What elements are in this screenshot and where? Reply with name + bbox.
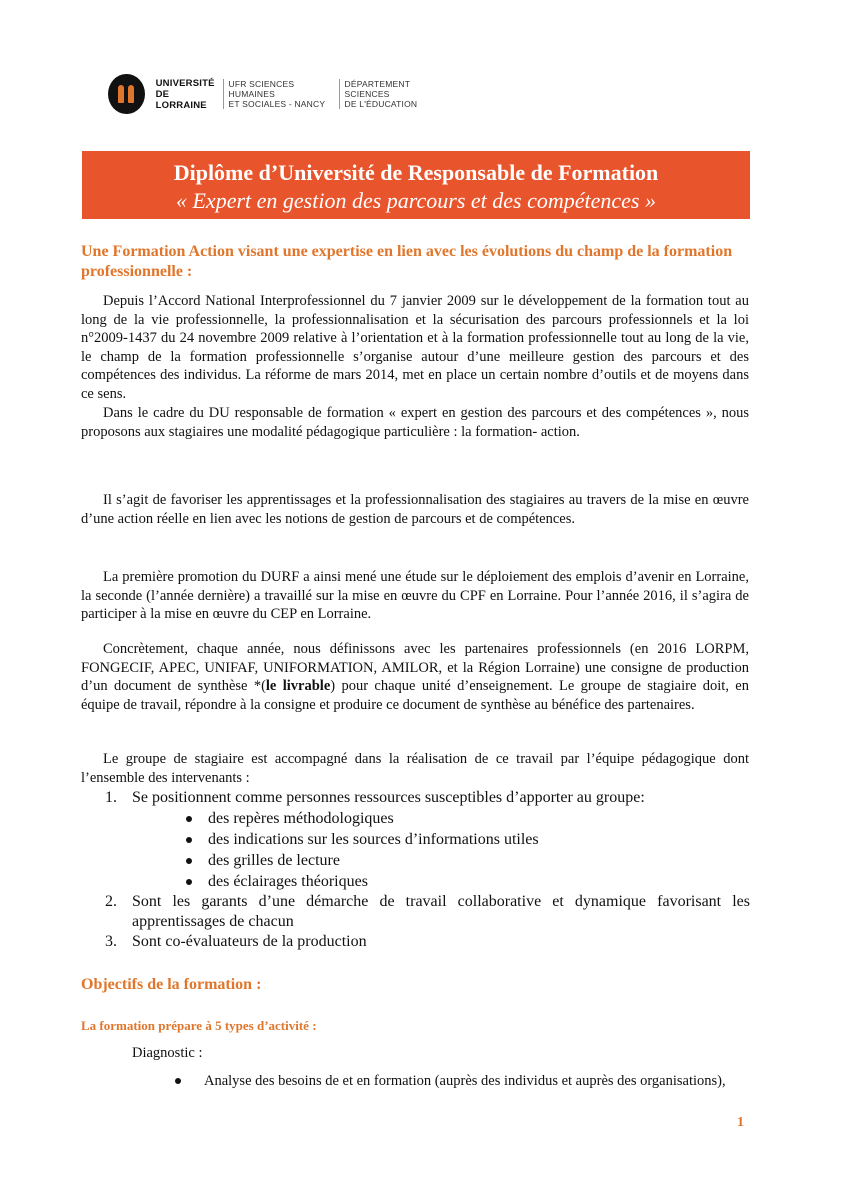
department-name [339,79,454,109]
paragraph-apprentissages: Il s’agit de favoriser les apprentissages et la professionnalisation des stagiaires au travers de la mise en œuvre d’une action réelle en lien avec les notions de gestion de parcours et de compétences. [81,492,749,527]
paragraph-concretement [81,640,749,714]
list-item-text: Se positionnent comme personnes ressources susceptibles d’apporter au groupe: [132,789,645,806]
list-item-number: 1. [105,789,117,806]
paragraph-concretement-part1: Concrètement, chaque année, nous définissons avec les partenaires professionnels (en 2016 LORPM, FONGECIF, APEC, UNIFAF, UNIFORMATION, AMILOR, et la Région Lorraine) une consigne de production d’un document de synthèse *( [81,641,749,694]
bullet-item [180,850,750,871]
department-name-line2: DE L'ÉDUCATION [344,99,418,109]
diagnostic-label: Diagnostic : [132,1045,203,1061]
bullet-text: des repères méthodologiques [208,810,394,827]
section-heading-objectifs: Objectifs de la formation : [81,976,262,993]
section-heading-formation-action: Une Formation Action visant une expertise en lien avec les évolutions du champ de la formation professionnelle : [81,243,733,280]
list-item-text: Sont co-évaluateurs de la production [132,933,367,950]
department-name-line1: DÉPARTEMENT SCIENCES [344,79,410,99]
paragraph-concretement-part2: ) pour chaque unité d’enseignement. Le groupe de stagiaire doit, en équipe de travail, répondre à la consigne et produire ce document de synthèse au bénéfice des partenaires. [81,678,749,713]
page-number: 1 [737,1115,744,1130]
bullet-item [178,1072,738,1090]
bullet-text: des grilles de lecture [208,852,340,869]
list-item [105,892,750,932]
list-item [105,932,750,952]
bullet-icon [186,816,192,822]
document-subtitle: « Expert en gestion des parcours et des compétences » [175,188,656,213]
paragraph-premiere-promotion: La première promotion du DURF a ainsi mené une étude sur le déploiement des emplois d’avenir en Lorraine, la seconde (l’année dernière) a travaillé sur la mise en œuvre du CPF en Lorraine. Pour l’année 2016, il s’agira de participer à la mise en œuvre du CEP en Lorraine. [81,569,749,622]
bullet-icon [175,1078,181,1084]
numbered-list [105,788,750,952]
university-logo [108,68,453,120]
bullet-item [180,829,750,850]
list-item-number: 2. [105,893,117,910]
list-item-text: Sont les garants d’une démarche de travail collaborative et dynamique favorisant les apprentissages de chacun [132,893,750,930]
university-name [151,78,223,111]
livrable-emphasis: le livrable [265,678,331,694]
bullet-icon [186,858,192,864]
university-name-line2: DE LORRAINE [155,88,207,111]
ufr-name-line1: UFR SCIENCES HUMAINES [228,79,295,99]
bullet-list [180,808,750,892]
ufr-name [223,79,339,109]
list-item-number: 3. [105,933,117,950]
ufr-name-line2: ET SOCIALES - NANCY [228,99,326,109]
title-banner [82,151,750,219]
paragraph-cadre-du: Dans le cadre du DU responsable de formation « expert en gestion des parcours et des compétences », nous proposons aux stagiaires une modalité pédagogique particulière : la formation- action. [81,405,749,440]
bullet-text: des indications sur les sources d’informations utiles [208,831,539,848]
document-title: Diplôme d’Université de Responsable de Formation [173,160,659,185]
ul-logo-icon [108,74,145,114]
bullet-icon [186,837,192,843]
bullet-item [180,808,750,829]
paragraph-groupe-stagiaire: Le groupe de stagiaire est accompagné dans la réalisation de ce travail par l’équipe pédagogique dont l’ensemble des intervenants : [81,751,749,786]
paragraph-accord-national: Depuis l’Accord National Interprofessionnel du 7 janvier 2009 sur le développement de la formation tout au long de la vie professionnelle, la professionnalisation et la sécurisation des parcours professionnels et la loi n°2009-1437 du 24 novembre 2009 relative à l’orientation et à la formation professionnelle tout au long de la vie, le champ de la formation professionnelle s’organise autour d’une meilleure gestion des parcours et des compétences des individus. La réforme de mars 2014, met en place un certain nombre d’outils et de moyens dans ce sens. [81,293,749,402]
list-item [105,788,750,808]
bullet-icon [186,879,192,885]
bullet-item [180,871,750,892]
subheading-types-activite: La formation prépare à 5 types d’activité : [81,1018,317,1033]
bullet-text: des éclairages théoriques [208,873,368,890]
bullet-text: Analyse des besoins de et en formation (auprès des individus et auprès des organisations), [204,1073,726,1089]
university-name-line1: UNIVERSITÉ [155,77,215,89]
